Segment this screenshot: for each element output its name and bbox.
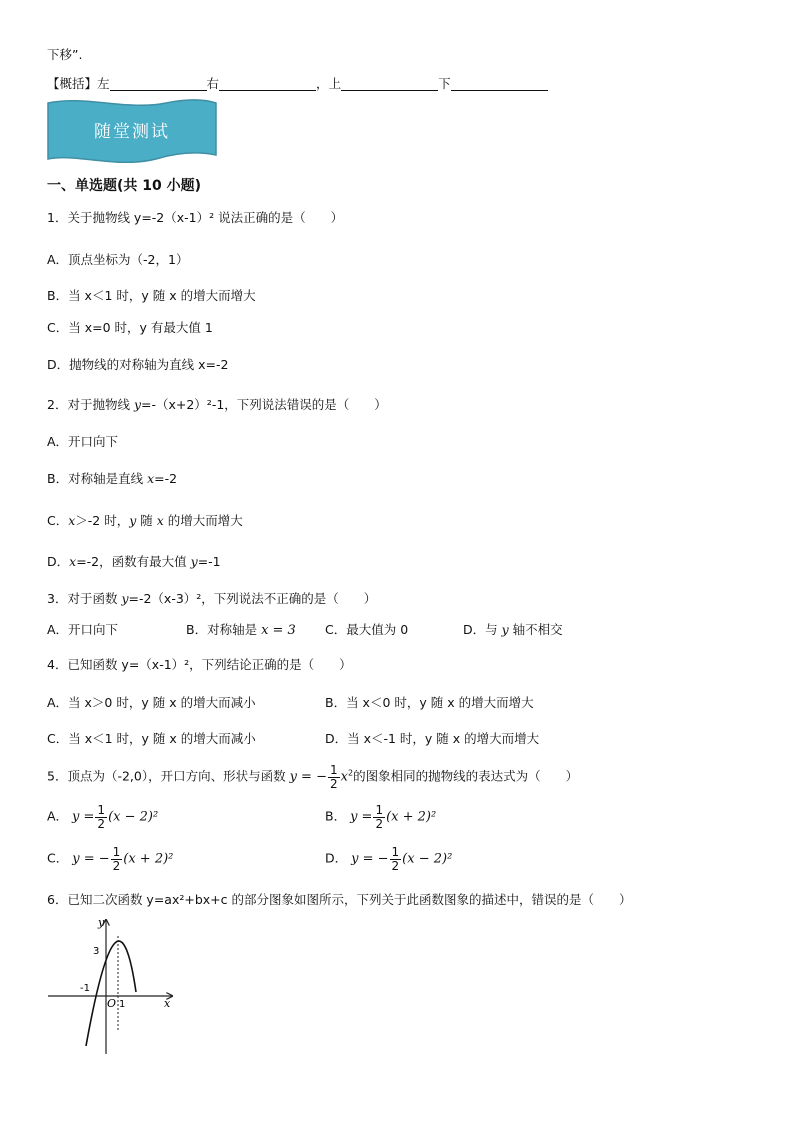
x-axis-label: x [164, 997, 171, 1010]
blank-right[interactable] [219, 76, 316, 91]
q2-d-mid: =-2，函数有最大值 [76, 554, 191, 569]
fraction-denominator: 2 [391, 858, 400, 873]
q3-stem-var: y [121, 591, 129, 606]
q5-c-label: C． [47, 850, 69, 866]
q2-c-mid2: 随 [136, 513, 157, 528]
blank-up[interactable] [341, 76, 438, 91]
q2-b-pre: B．对称轴是直线 [47, 471, 148, 486]
blank-down[interactable] [451, 76, 548, 91]
q3-b-pre: B．对称轴是 [186, 622, 262, 637]
summary-right: 右 [206, 76, 220, 91]
q2-c-var1: x [68, 513, 76, 528]
fraction-numerator: 1 [329, 763, 338, 777]
q1-option-c[interactable]: C．当 x=0 时，y 有最大值 1 [47, 320, 213, 335]
q5-d-label: D． [325, 850, 348, 866]
q4-option-c[interactable]: C．当 x＜1 时，y 随 x 的增大而减小 [47, 731, 256, 746]
q4-option-a[interactable]: A．当 x＞0 时，y 随 x 的增大而减小 [47, 695, 256, 710]
summary-up: 上 [328, 76, 342, 91]
q5-stem: 5．顶点为（-2,0），开口方向、形状与函数 y = − $\frac{1}{2}$ $x^2$的图象相同的抛物线的表达式为（ ） [47, 763, 579, 791]
y-axis-label: y [98, 916, 105, 929]
summary-prefix: 【概括】 [47, 76, 98, 91]
q4-option-d[interactable]: D．当 x＜-1 时，y 随 x 的增大而增大 [325, 731, 540, 746]
q3-option-d[interactable] [463, 622, 563, 638]
q3-option-c[interactable]: C．最大值为 0 [325, 622, 409, 637]
q5-stem-math: y = − [289, 769, 327, 785]
summary-sep: ， [316, 76, 329, 91]
q2-option-c[interactable] [47, 513, 243, 529]
q5-a-math-post: (x − 2)² [108, 809, 159, 825]
banner-random-test [46, 97, 218, 163]
top-line: 下移”. [47, 47, 83, 62]
fraction-numerator: 1 [112, 845, 121, 859]
blank-left[interactable] [110, 76, 207, 91]
q1-stem: 1．关于抛物线 y=-2（x-1）² 说法正确的是（ ） [47, 210, 344, 225]
q5-d-math-post: (x − 2)² [402, 851, 453, 867]
q2-d-pre: D． [47, 554, 70, 569]
q5-b-math-post: (x + 2)² [386, 809, 437, 825]
q2-b-var: x [147, 471, 155, 486]
q5-b-math-pre: y = [350, 809, 373, 825]
q5-b-fraction [373, 804, 385, 830]
fraction-denominator: 2 [329, 776, 338, 791]
q2-c-pre: C． [47, 513, 69, 528]
fraction-numerator: 1 [97, 803, 106, 817]
q5-d-math-pre: y = − [351, 851, 389, 867]
q2-option-a[interactable]: A．开口向下 [47, 434, 119, 449]
summary-line [47, 76, 548, 92]
summary-left: 左 [97, 76, 110, 91]
q5-stem-pre: 5．顶点为（-2,0），开口方向、形状与函数 [47, 768, 290, 784]
q5-c-fraction [111, 846, 123, 872]
q6-stem: 6．已知二次函数 y=ax²+bx+c 的部分图象如图所示，下列关于此函数图象的描述中，错误的是（ ） [47, 892, 632, 907]
label-3: 3 [93, 946, 100, 957]
q2-stem-var: y [133, 397, 141, 412]
q5-a-label: A． [47, 808, 69, 824]
q2-d-var2: y [190, 554, 198, 569]
q5-stem-post: 的图象相同的抛物线的表达式为（ ） [353, 768, 579, 784]
q2-c-var2: y [129, 513, 137, 528]
q2-c-var3: x [156, 513, 164, 528]
q5-d-fraction [390, 846, 402, 872]
banner-label: 随堂测试 [94, 122, 170, 142]
q2-option-b[interactable] [47, 471, 177, 487]
q2-d-var1: x [69, 554, 77, 569]
fraction-denominator: 2 [112, 858, 121, 873]
fraction-numerator: 1 [375, 803, 384, 817]
q1-option-b[interactable]: B．当 x＜1 时，y 随 x 的增大而增大 [47, 288, 256, 303]
q3-stem-post: =-2（x-3）²，下列说法不正确的是（ ） [128, 591, 377, 606]
summary-down: 下 [438, 76, 451, 91]
q5-c-math-pre: y = − [72, 851, 110, 867]
label-1: 1 [119, 999, 126, 1010]
fraction-denominator: 2 [375, 816, 384, 831]
q3-option-a[interactable]: A．开口向下 [47, 622, 119, 637]
q5-a-fraction [95, 804, 107, 830]
q3-option-b[interactable] [186, 622, 296, 640]
q2-d-post: =-1 [197, 554, 221, 569]
q3-stem [47, 591, 376, 607]
q5-option-b[interactable] [325, 804, 436, 830]
q2-b-post: =-2 [154, 471, 178, 486]
q5-a-math-pre: y = [72, 809, 95, 825]
q3-d-var: y [501, 622, 509, 637]
fraction-numerator: 1 [391, 845, 400, 859]
q2-option-d[interactable] [47, 554, 221, 570]
q2-stem-post: =-（x+2）²-1，下列说法错误的是（ ） [141, 397, 387, 412]
q3-d-post: 轴不相交 [508, 622, 563, 637]
q5-stem-fraction [328, 764, 340, 790]
q5-option-d[interactable] [325, 846, 452, 872]
q2-stem-pre: 2．对于抛物线 [47, 397, 134, 412]
q5-c-math-post: (x + 2)² [123, 851, 174, 867]
q2-c-post: 的增大而增大 [163, 513, 243, 528]
q3-d-pre: D．与 [463, 622, 502, 637]
fraction-denominator: 2 [97, 816, 106, 831]
section-title: 一、单选题(共 10 小题) [47, 178, 202, 194]
q4-stem: 4．已知函数 y=（x-1）²，下列结论正确的是（ ） [47, 657, 352, 672]
q6-parabola-graph [44, 914, 184, 1059]
q5-b-label: B． [325, 808, 347, 824]
q1-option-a[interactable]: A．顶点坐标为（-2，1） [47, 252, 189, 267]
q2-stem [47, 397, 387, 413]
origin-label: O [107, 997, 117, 1010]
q1-option-d[interactable]: D．抛物线的对称轴为直线 x=-2 [47, 357, 229, 372]
q5-option-a[interactable] [47, 804, 158, 830]
q3-b-math: x = 3 [261, 623, 296, 638]
q4-option-b[interactable]: B．当 x＜0 时，y 随 x 的增大而增大 [325, 695, 534, 710]
q2-c-mid: ＞-2 时， [75, 513, 130, 528]
q3-stem-pre: 3．对于函数 [47, 591, 122, 606]
label-neg1: -1 [80, 983, 90, 994]
q5-option-c[interactable] [47, 846, 173, 872]
